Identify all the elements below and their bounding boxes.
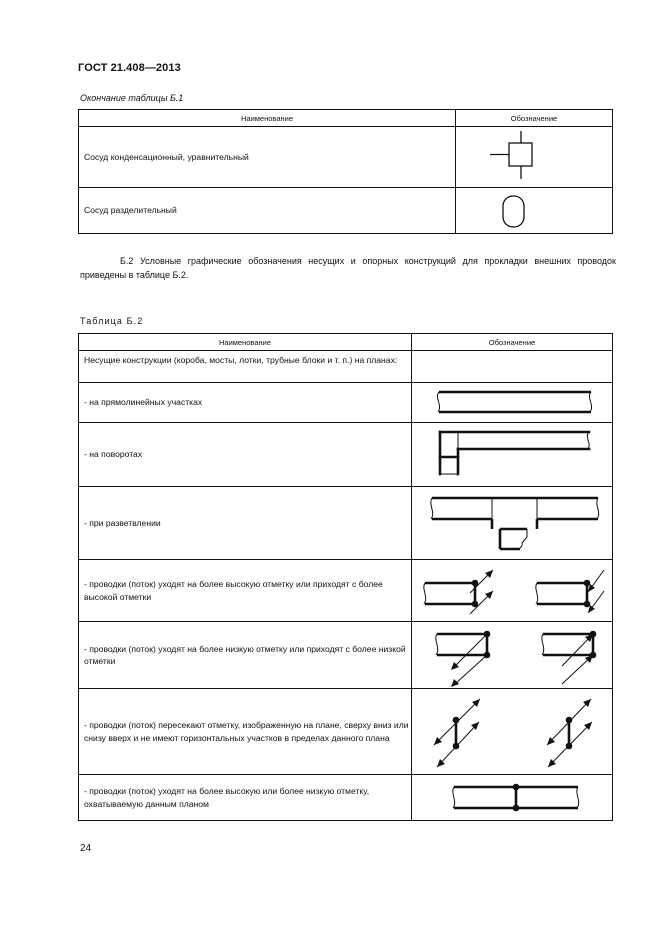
turn-tray-symbol (412, 423, 613, 487)
wiring-up-symbol (412, 560, 613, 622)
table-row (79, 423, 613, 487)
table-row (79, 689, 613, 775)
wiring-cross-symbol (412, 689, 613, 775)
table-row (79, 383, 613, 423)
straight-tray-symbol (412, 383, 613, 423)
table2-header-name: Наименование (79, 334, 412, 351)
table-row (79, 622, 613, 689)
table-b2 (78, 333, 613, 821)
condensation-vessel-symbol (456, 127, 613, 188)
separating-vessel-symbol (456, 188, 613, 234)
row-name: - проводки (поток) уходят на более высокую отметку или приходят с более высокой отметки (79, 560, 412, 622)
table-row (79, 127, 613, 188)
empty-symbol-cell (412, 351, 613, 383)
table-row (79, 351, 613, 383)
table1-caption: Окончание таблицы Б.1 (80, 93, 184, 103)
table-b1-end (78, 109, 613, 234)
row-name: - проводки (поток) уходят на более высокую или более низкую отметку, охватываемую данным планом (79, 775, 412, 821)
row-name: - при разветвлении (79, 487, 412, 560)
wiring-both-symbol (412, 775, 613, 821)
row-name: Сосуд разделительный (79, 188, 456, 234)
row-name: - проводки (поток) пересекают отметку, изображенную на плане, сверху вниз или снизу вверх и не имеют горизонтальных участков в пределах данного плана (79, 689, 412, 775)
row-name: - проводки (поток) уходят на более низкую отметку или приходят с более низкой отметки (79, 622, 412, 689)
paragraph-b2: Б.2 Условные графические обозначения несущих и опорных конструкций для прокладки внешних проводок приведены в таблице Б.2. (80, 256, 616, 280)
table-row (79, 188, 613, 234)
table2-header-symbol: Обозначение (412, 334, 613, 351)
row-name: - на прямолинейных участках (79, 383, 412, 423)
wiring-down-symbol (412, 622, 613, 689)
row-name: - на поворотах (79, 423, 412, 487)
document-code: ГОСТ 21.408—2013 (78, 62, 181, 74)
table-row (79, 775, 613, 821)
table1-header-name: Наименование (79, 110, 456, 127)
row-name: Несущие конструкции (короба, мосты, лотки, трубные блоки и т. п.) на планах: (79, 351, 412, 383)
table1-header-symbol: Обозначение (456, 110, 613, 127)
page-number: 24 (80, 843, 92, 854)
branch-tray-symbol (412, 487, 613, 560)
table-row (79, 560, 613, 622)
table2-caption: Таблица Б.2 (80, 316, 144, 326)
row-name: Сосуд конденсационный, уравнительный (79, 127, 456, 188)
table-row (79, 487, 613, 560)
